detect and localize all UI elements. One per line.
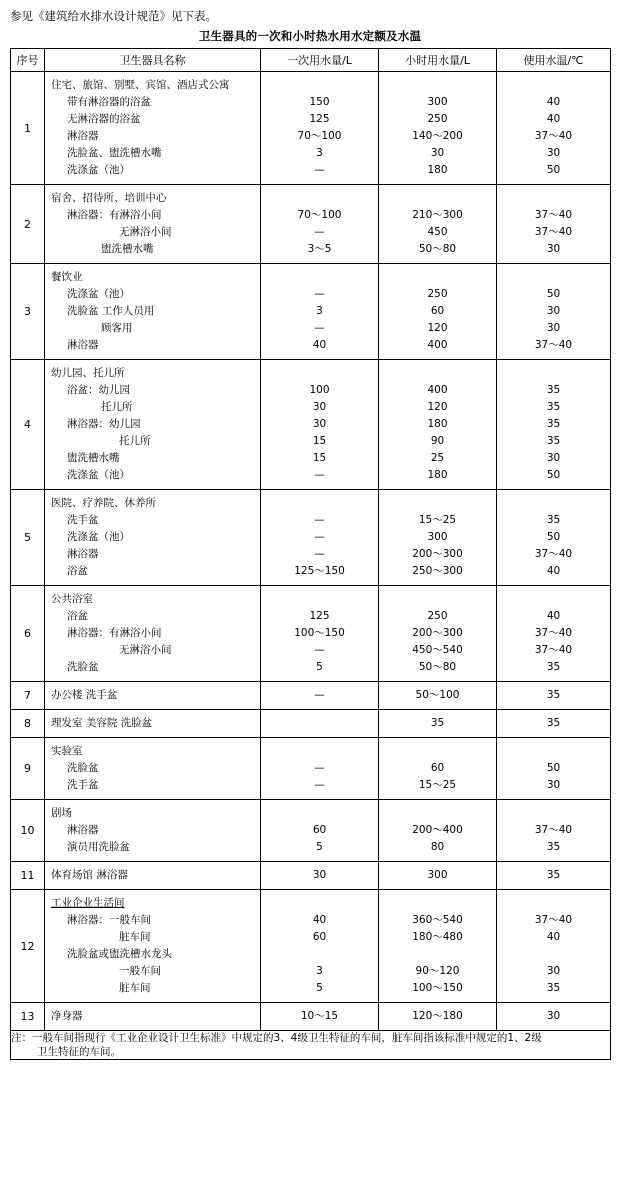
group-title: 幼儿园、托儿所 (51, 367, 125, 379)
once-value: 125～150 (294, 565, 345, 577)
once-value: 125 (309, 610, 330, 622)
temp-value: 30 (546, 305, 561, 317)
table-row (11, 1003, 611, 1031)
fixture-name: 顾客用 (101, 322, 133, 334)
table-row (11, 682, 611, 710)
fixture-name: 洗涤盆（池） (67, 164, 130, 176)
temp-value: 35 (546, 689, 561, 701)
fixture-name: 办公楼 洗手盆 (51, 689, 118, 701)
hourly-value: 180 (427, 418, 448, 430)
fixture-name-cell (45, 862, 261, 890)
hourly-value: 200～400 (412, 824, 463, 836)
fixture-name: 洗脸盆 工作人员用 (67, 305, 155, 317)
fixture-name: 无淋浴小间 (119, 226, 172, 238)
once-usage-cell (261, 800, 379, 862)
water-temp-cell (497, 890, 611, 1003)
fixture-name: 浴盆 (67, 565, 88, 577)
hourly-usage-cell (379, 800, 497, 862)
once-value: 60 (312, 931, 327, 943)
once-value: — (314, 779, 325, 791)
group-title: 工业企业生活间 (51, 897, 125, 909)
fixture-name: 净身器 (51, 1010, 83, 1022)
temp-value: 37～40 (534, 644, 573, 656)
once-value: 15 (312, 435, 327, 447)
temp-value: 30 (546, 243, 561, 255)
table-row (11, 72, 611, 185)
water-temp-cell (497, 862, 611, 890)
fixture-name: 盥洗槽水嘴 (67, 452, 120, 464)
table-note-row (11, 1031, 611, 1060)
once-value: — (314, 548, 325, 560)
hourly-value: 300 (427, 869, 448, 881)
water-temp-cell (497, 800, 611, 862)
temp-value: 50 (546, 531, 561, 543)
table-row (11, 890, 611, 1003)
group-title: 医院、疗养院、休养所 (51, 497, 156, 509)
fixture-name-cell (45, 1003, 261, 1031)
hourly-usage-cell (379, 710, 497, 738)
temp-value: 40 (546, 565, 561, 577)
temp-value: 40 (546, 96, 561, 108)
temp-value: 50 (546, 762, 561, 774)
once-value: 5 (316, 841, 323, 853)
temp-value: 37～40 (534, 914, 573, 926)
hourly-value: 180 (427, 469, 448, 481)
once-value: — (314, 322, 325, 334)
fixture-name: 体育场馆 淋浴器 (51, 869, 128, 881)
temp-value: 40 (546, 610, 561, 622)
temp-value: 37～40 (534, 548, 573, 560)
hourly-value: 35 (430, 717, 445, 729)
temp-value: 30 (546, 322, 561, 334)
once-value: — (314, 288, 325, 300)
hourly-value: 15～25 (418, 514, 457, 526)
once-value: — (314, 514, 325, 526)
once-usage-cell (261, 738, 379, 800)
row-serial-number: 9 (11, 738, 45, 800)
fixture-name: 洗脸盆、盥洗槽水嘴 (67, 147, 162, 159)
water-quota-table (10, 48, 611, 1060)
once-value: 5 (316, 661, 323, 673)
once-usage-cell (261, 586, 379, 682)
temp-value: 30 (546, 452, 561, 464)
table-row (11, 862, 611, 890)
hourly-value: 300 (427, 531, 448, 543)
once-value: 70～100 (297, 209, 342, 221)
temp-value: 40 (546, 113, 561, 125)
once-value: 3 (316, 965, 323, 977)
once-usage-cell (261, 862, 379, 890)
water-temp-cell (497, 264, 611, 360)
hourly-value: 250 (427, 610, 448, 622)
hourly-value: 50～100 (415, 689, 460, 701)
temp-value: 35 (546, 418, 561, 430)
hourly-value: 210～300 (412, 209, 463, 221)
fixture-name: 无淋浴小间 (119, 644, 172, 656)
once-value: 60 (312, 824, 327, 836)
fixture-name: 托儿所 (119, 435, 151, 447)
fixture-name: 淋浴器：一般车间 (67, 914, 151, 926)
water-temp-cell (497, 1003, 611, 1031)
temp-value: 35 (546, 869, 561, 881)
fixture-name: 淋浴器：有淋浴小间 (67, 209, 162, 221)
once-value: 15 (312, 452, 327, 464)
fixture-name-cell (45, 890, 261, 1003)
hourly-usage-cell (379, 738, 497, 800)
hourly-usage-cell (379, 890, 497, 1003)
table-row (11, 490, 611, 586)
hourly-value: 120 (427, 322, 448, 334)
fixture-name: 浴盆：幼儿园 (67, 384, 130, 396)
fixture-name-cell (45, 490, 261, 586)
table-row (11, 264, 611, 360)
temp-value: 37～40 (534, 824, 573, 836)
fixture-name: 托儿所 (101, 401, 133, 413)
table-row (11, 800, 611, 862)
once-usage-cell (261, 1003, 379, 1031)
hourly-value: 360～540 (412, 914, 463, 926)
hourly-value: 50～80 (418, 243, 457, 255)
once-usage-cell (261, 890, 379, 1003)
hourly-value: 300 (427, 96, 448, 108)
fixture-name: 一般车间 (119, 965, 161, 977)
header-name: 卫生器具名称 (45, 49, 261, 72)
hourly-usage-cell (379, 862, 497, 890)
temp-value: 50 (546, 288, 561, 300)
water-temp-cell (497, 710, 611, 738)
fixture-name: 洗脸盆或盥洗槽水龙头 (67, 948, 172, 960)
row-serial-number: 11 (11, 862, 45, 890)
once-value: — (314, 469, 325, 481)
once-value: 40 (312, 339, 327, 351)
row-serial-number: 10 (11, 800, 45, 862)
hourly-usage-cell (379, 1003, 497, 1031)
table-row (11, 586, 611, 682)
water-temp-cell (497, 586, 611, 682)
fixture-name: 洗脸盆 (67, 762, 99, 774)
once-usage-cell (261, 264, 379, 360)
fixture-name: 淋浴器：有淋浴小间 (67, 627, 162, 639)
hourly-usage-cell (379, 682, 497, 710)
hourly-usage-cell (379, 490, 497, 586)
temp-value: 37～40 (534, 209, 573, 221)
fixture-name: 脏车间 (119, 931, 151, 943)
fixture-name: 洗涤盆（池） (67, 531, 130, 543)
once-value: 3～5 (307, 243, 332, 255)
fixture-name: 淋浴器 (67, 339, 99, 351)
table-row (11, 185, 611, 264)
table-caption: 卫生器具的一次和小时热水用水定额及水温 (198, 29, 422, 43)
fixture-name: 无淋浴器的浴盆 (67, 113, 141, 125)
temp-value: 35 (546, 661, 561, 673)
hourly-usage-cell (379, 360, 497, 490)
once-value: — (314, 689, 325, 701)
once-value: — (314, 762, 325, 774)
group-title: 宿舍、招待所、培训中心 (51, 192, 167, 204)
fixture-name-cell (45, 264, 261, 360)
fixture-name: 洗手盆 (67, 779, 99, 791)
fixture-name: 洗手盆 (67, 514, 99, 526)
hourly-value: 90～120 (415, 965, 460, 977)
hourly-value: 250 (427, 288, 448, 300)
temp-value: 35 (546, 401, 561, 413)
once-value: 5 (316, 982, 323, 994)
temp-value: 35 (546, 717, 561, 729)
group-title: 餐饮业 (51, 271, 83, 283)
water-temp-cell (497, 185, 611, 264)
fixture-name: 浴盆 (67, 610, 88, 622)
fixture-name: 洗脸盆 (67, 661, 99, 673)
intro-text: 参见《建筑给水排水设计规范》见下表。 (10, 9, 217, 23)
fixture-name: 淋浴器 (67, 824, 99, 836)
once-usage-cell (261, 360, 379, 490)
fixture-name: 盥洗槽水嘴 (101, 243, 154, 255)
temp-value: 37～40 (534, 627, 573, 639)
hourly-value: 140～200 (412, 130, 463, 142)
once-value: — (314, 644, 325, 656)
hourly-usage-cell (379, 586, 497, 682)
group-title: 剧场 (51, 807, 72, 819)
hourly-value: 450～540 (412, 644, 463, 656)
hourly-value: 50～80 (418, 661, 457, 673)
once-value: 70～100 (297, 130, 342, 142)
temp-value: 50 (546, 164, 561, 176)
row-serial-number: 7 (11, 682, 45, 710)
hourly-usage-cell (379, 264, 497, 360)
temp-value: 30 (546, 779, 561, 791)
temp-value: 30 (546, 1010, 561, 1022)
fixture-name: 淋浴器：幼儿园 (67, 418, 141, 430)
once-value: 100～150 (294, 627, 345, 639)
row-serial-number: 1 (11, 72, 45, 185)
fixture-name: 淋浴器 (67, 130, 99, 142)
hourly-value: 200～300 (412, 548, 463, 560)
hourly-value: 200～300 (412, 627, 463, 639)
hourly-value: 250 (427, 113, 448, 125)
hourly-value: 25 (430, 452, 445, 464)
hourly-value: 30 (430, 147, 445, 159)
once-value: 3 (316, 305, 323, 317)
temp-value: 40 (546, 931, 561, 943)
row-serial-number: 13 (11, 1003, 45, 1031)
temp-value: 35 (546, 514, 561, 526)
hourly-value: 60 (430, 762, 445, 774)
group-title: 公共浴室 (51, 593, 93, 605)
once-value: 30 (312, 869, 327, 881)
water-temp-cell (497, 682, 611, 710)
water-temp-cell (497, 738, 611, 800)
fixture-name-cell (45, 360, 261, 490)
header-hour: 小时用水量/L (379, 49, 497, 72)
fixture-name: 理发室 美容院 洗脸盆 (51, 717, 153, 729)
row-serial-number: 8 (11, 710, 45, 738)
row-serial-number: 5 (11, 490, 45, 586)
hourly-usage-cell (379, 185, 497, 264)
fixture-name-cell (45, 800, 261, 862)
once-value: 3 (316, 147, 323, 159)
fixture-name-cell (45, 738, 261, 800)
once-value: 30 (312, 418, 327, 430)
fixture-name-cell (45, 682, 261, 710)
temp-value: 30 (546, 965, 561, 977)
fixture-name-cell (45, 586, 261, 682)
fixture-name-cell (45, 185, 261, 264)
header-no: 序号 (11, 49, 45, 72)
hourly-value: 180～480 (412, 931, 463, 943)
once-value: 10～15 (300, 1010, 339, 1022)
fixture-name-cell (45, 710, 261, 738)
once-value: 30 (312, 401, 327, 413)
table-row (11, 738, 611, 800)
temp-value: 37～40 (534, 339, 573, 351)
once-value: 100 (309, 384, 330, 396)
hourly-value: 120 (427, 401, 448, 413)
hourly-value: 90 (430, 435, 445, 447)
table-note: 注：一般车间指现行《工业企业设计卫生标准》中规定的3、4级卫生特征的车间，脏车间指该标准中规定的1、2级 卫生特征的车间。 (11, 1031, 611, 1060)
table-row (11, 710, 611, 738)
once-usage-cell (261, 185, 379, 264)
hourly-usage-cell (379, 72, 497, 185)
temp-value: 35 (546, 435, 561, 447)
fixture-name: 带有淋浴器的浴盆 (67, 96, 151, 108)
header-temp: 使用水温/℃ (497, 49, 611, 72)
hourly-value: 250～300 (412, 565, 463, 577)
row-serial-number: 2 (11, 185, 45, 264)
hourly-value: 100～150 (412, 982, 463, 994)
table-row (11, 360, 611, 490)
temp-value: 37～40 (534, 226, 573, 238)
once-usage-cell (261, 710, 379, 738)
fixture-name: 洗涤盆（池） (67, 288, 130, 300)
once-usage-cell (261, 682, 379, 710)
table-header-row (11, 49, 611, 72)
hourly-value: 15～25 (418, 779, 457, 791)
once-value: 150 (309, 96, 330, 108)
row-serial-number: 3 (11, 264, 45, 360)
hourly-value: 180 (427, 164, 448, 176)
row-serial-number: 6 (11, 586, 45, 682)
temp-value: 50 (546, 469, 561, 481)
temp-value: 30 (546, 147, 561, 159)
row-serial-number: 4 (11, 360, 45, 490)
fixture-name: 演员用洗脸盆 (67, 841, 130, 853)
once-value: 125 (309, 113, 330, 125)
water-temp-cell (497, 72, 611, 185)
temp-value: 35 (546, 841, 561, 853)
temp-value (497, 946, 610, 963)
once-value (261, 715, 378, 732)
group-title: 实验室 (51, 745, 83, 757)
fixture-name-cell (45, 72, 261, 185)
temp-value: 37～40 (534, 130, 573, 142)
fixture-name: 淋浴器 (67, 548, 99, 560)
once-value: — (314, 531, 325, 543)
water-temp-cell (497, 490, 611, 586)
once-value: 40 (312, 914, 327, 926)
temp-value: 35 (546, 384, 561, 396)
once-value (261, 946, 378, 963)
hourly-value: 400 (427, 339, 448, 351)
hourly-value: 400 (427, 384, 448, 396)
fixture-name: 脏车间 (119, 982, 151, 994)
row-serial-number: 12 (11, 890, 45, 1003)
once-value: — (314, 164, 325, 176)
hourly-value: 60 (430, 305, 445, 317)
hourly-value (379, 946, 496, 963)
fixture-name: 洗涤盆（池） (67, 469, 130, 481)
once-usage-cell (261, 72, 379, 185)
hourly-value: 80 (430, 841, 445, 853)
group-title: 住宅、旅馆、别墅、宾馆、酒店式公寓 (51, 79, 230, 91)
header-once: 一次用水量/L (261, 49, 379, 72)
temp-value: 35 (546, 982, 561, 994)
water-temp-cell (497, 360, 611, 490)
hourly-value: 450 (427, 226, 448, 238)
once-usage-cell (261, 490, 379, 586)
hourly-value: 120～180 (412, 1010, 463, 1022)
once-value: — (314, 226, 325, 238)
